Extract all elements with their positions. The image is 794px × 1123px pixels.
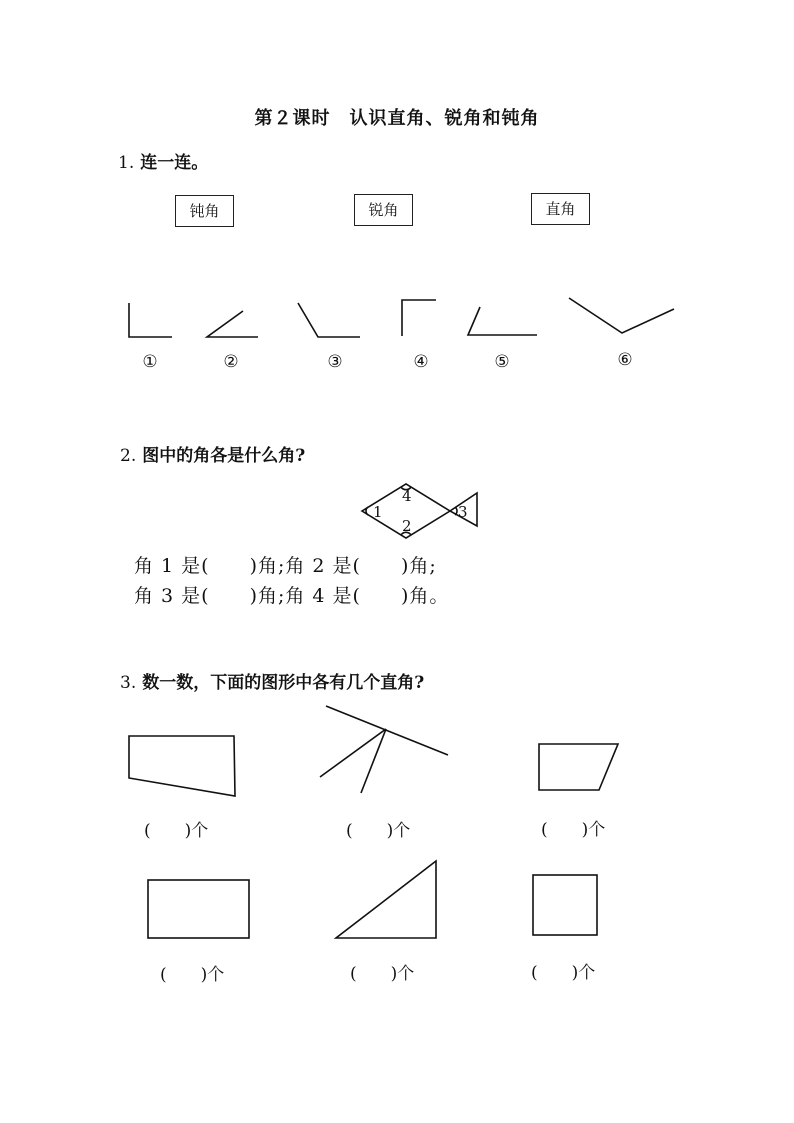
label-box-right[interactable]: 直角 (531, 193, 590, 225)
question-3-number: 3. (120, 673, 137, 693)
question-1-number: 1. (118, 153, 135, 173)
angle-1-arc (366, 507, 368, 515)
question-1-prompt: 连一连。 (140, 153, 209, 173)
fish-label-1: 1 (373, 503, 383, 521)
label-box-acute[interactable]: 锐角 (354, 194, 413, 226)
question-2-heading (120, 441, 305, 466)
marker-3: ③ (327, 352, 343, 372)
shape-4-rectangle[interactable] (148, 880, 249, 938)
shape-6-square[interactable] (533, 875, 597, 935)
angle-6-obtuse[interactable] (569, 298, 674, 333)
question-3-prompt: 数一数，下面的图形中各有几个直角? (142, 673, 425, 693)
fish-figure (362, 484, 477, 538)
marker-4: ④ (413, 352, 429, 372)
marker-6: ⑥ (617, 350, 633, 370)
fish-label-3: 3 (458, 503, 468, 521)
angle-2-acute[interactable] (207, 311, 258, 337)
q2-answer-line-2[interactable]: 角 3 是( )角;角 4 是( )角。 (134, 585, 450, 607)
question-2-number: 2. (120, 446, 137, 466)
shape-1-trapezoid[interactable] (129, 736, 235, 796)
q3-answer-3[interactable]: ( )个 (541, 820, 606, 840)
angle-4-right[interactable] (402, 300, 436, 336)
shape-5-right-triangle[interactable] (336, 861, 436, 938)
angle-1-right[interactable] (129, 303, 172, 337)
q3-answer-1[interactable]: ( )个 (144, 821, 209, 841)
marker-1: ① (142, 352, 158, 372)
q3-answer-5[interactable]: ( )个 (350, 964, 415, 984)
fish-label-4: 4 (402, 487, 412, 505)
shape-2-lines[interactable] (320, 706, 448, 793)
shape-3-quadrilateral[interactable] (539, 744, 618, 790)
question-3-heading (120, 668, 424, 693)
marker-5: ⑤ (494, 352, 510, 372)
angle-3-arc (455, 507, 457, 515)
q3-answer-6[interactable]: ( )个 (531, 963, 596, 983)
angle-3-obtuse[interactable] (298, 303, 360, 337)
page-title: 第２课时 认识直角、锐角和钝角 (254, 108, 540, 129)
label-box-obtuse[interactable]: 钝角 (175, 195, 234, 227)
q3-answer-4[interactable]: ( )个 (160, 965, 225, 985)
fish-label-2: 2 (402, 517, 412, 535)
angle-5-acute[interactable] (468, 307, 537, 335)
question-2-prompt: 图中的角各是什么角? (142, 446, 306, 466)
q3-answer-2[interactable]: ( )个 (346, 821, 411, 841)
marker-2: ② (223, 352, 239, 372)
q2-answer-line-1[interactable]: 角 1 是( )角;角 2 是( )角; (134, 555, 437, 577)
